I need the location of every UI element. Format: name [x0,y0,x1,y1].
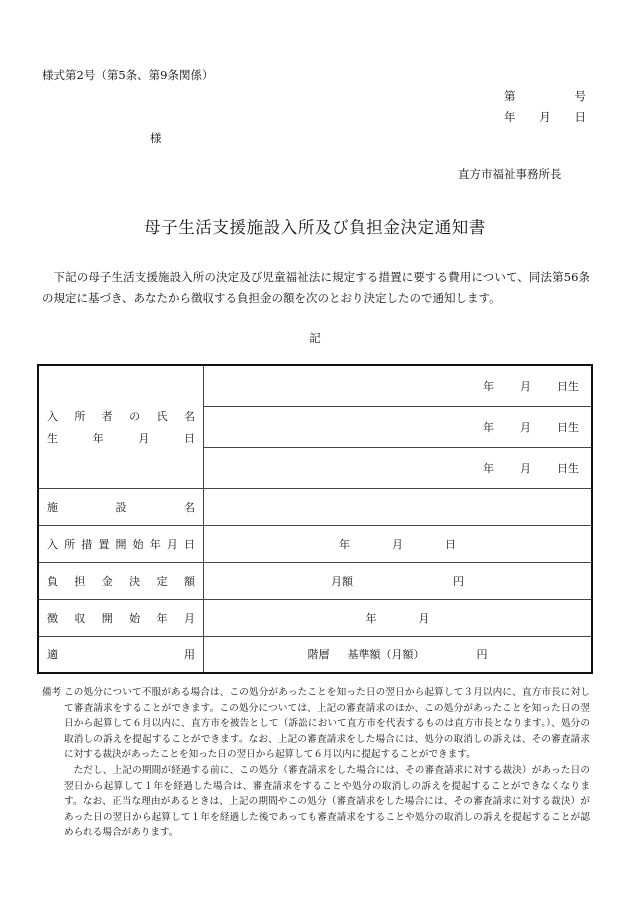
document-title: 母子生活支援施設入所及び負担金決定通知書 [144,218,486,237]
resident-2-field[interactable]: 年 月 日生 [204,406,593,447]
form-number: 様式第2号（第5条、第9条関係） [42,68,214,82]
issue-date-month: 月 [539,110,551,124]
remarks-label: 備考 [42,687,62,698]
number-prefix: 第 [504,89,516,103]
document-number [504,88,586,104]
remarks-paragraph-1: この処分について不服がある場合は、この処分があったことを知った日の翌日から起算して３月以内に、直方市長に対して審査請求をすることができます。この処分については、上記の審査請求のほか、この処分があったことを知った日の翌日から起算して６月以内に、直方市を被告として（訴訟において直方市を代表するものは直方市長となります。）、処分の取消しの訴えを提起することができます。なお、上記の審査請求をした場合には、処分の取消しの訴えは、その審査請求に対する裁決があったことを知った日の翌日から起算して６月以内に提起することができます。 [64,687,590,761]
facility-label: 施 設 名 [38,488,204,525]
start-date-label: 入 所 措 置 開 始 年 月 日 [38,525,204,562]
table-row [38,365,592,406]
table-row [38,562,592,599]
remarks-paragraph-2: ただし、上記の期間が経過する前に、この処分（審査請求をした場合には、その審査請求に対する裁決）があった日の翌日から起算して１年を経過した場合は、審査請求をすることや処分の取消しの訴えを提起することができなくなります。なお、正当な理由があるときは、上記の期間やこの処分（審査請求をした場合には、その審査請求に対する裁決）があった日の翌日から起算して１年を経過した後であっても審査請求をすることや処分の取消しの訴えを提起することが認められる場合があります。 [64,764,590,839]
issuer: 直方市福祉事務所長 [458,167,562,181]
resident-name-label: 入 所 者 の 氏 名 [47,409,195,423]
amount-label: 負 担 金 決 定 額 [38,562,204,599]
resident-3-field[interactable]: 年 月 日生 [204,447,593,488]
facility-field[interactable] [204,488,593,525]
birth-date-label: 生 年 月 日 [47,431,195,445]
ki-marker: 記 [309,331,321,345]
decision-table [37,364,593,674]
issue-date-day: 日 [574,110,586,124]
addressee: 様 [150,131,162,145]
collection-start-label: 徴 収 開 始 年 月 [38,599,204,636]
resident-1-field[interactable]: 年 月 日生 [204,365,593,406]
number-suffix: 号 [574,89,586,103]
table-row [38,525,592,562]
apply-field[interactable]: 階層 基準額（月額） 円 [204,636,593,673]
table-row [38,599,592,636]
table-row [38,488,592,525]
issue-date [504,109,586,125]
start-date-field[interactable]: 年 月 日 [204,525,593,562]
amount-field[interactable]: 月額 円 [204,562,593,599]
table-row [38,636,592,673]
issue-date-year: 年 [504,110,516,124]
collection-start-field[interactable]: 年 月 [204,599,593,636]
apply-label: 適 用 [38,636,204,673]
remarks [42,685,590,841]
resident-label [38,365,204,488]
body-text: 下記の母子生活支援施設入所の決定及び児童福祉法に規定する措置に要する費用について、同法第56条の規定に基づき、あなたから徴収する負担金の額を次のとおり決定したので通知します。 [42,270,590,305]
